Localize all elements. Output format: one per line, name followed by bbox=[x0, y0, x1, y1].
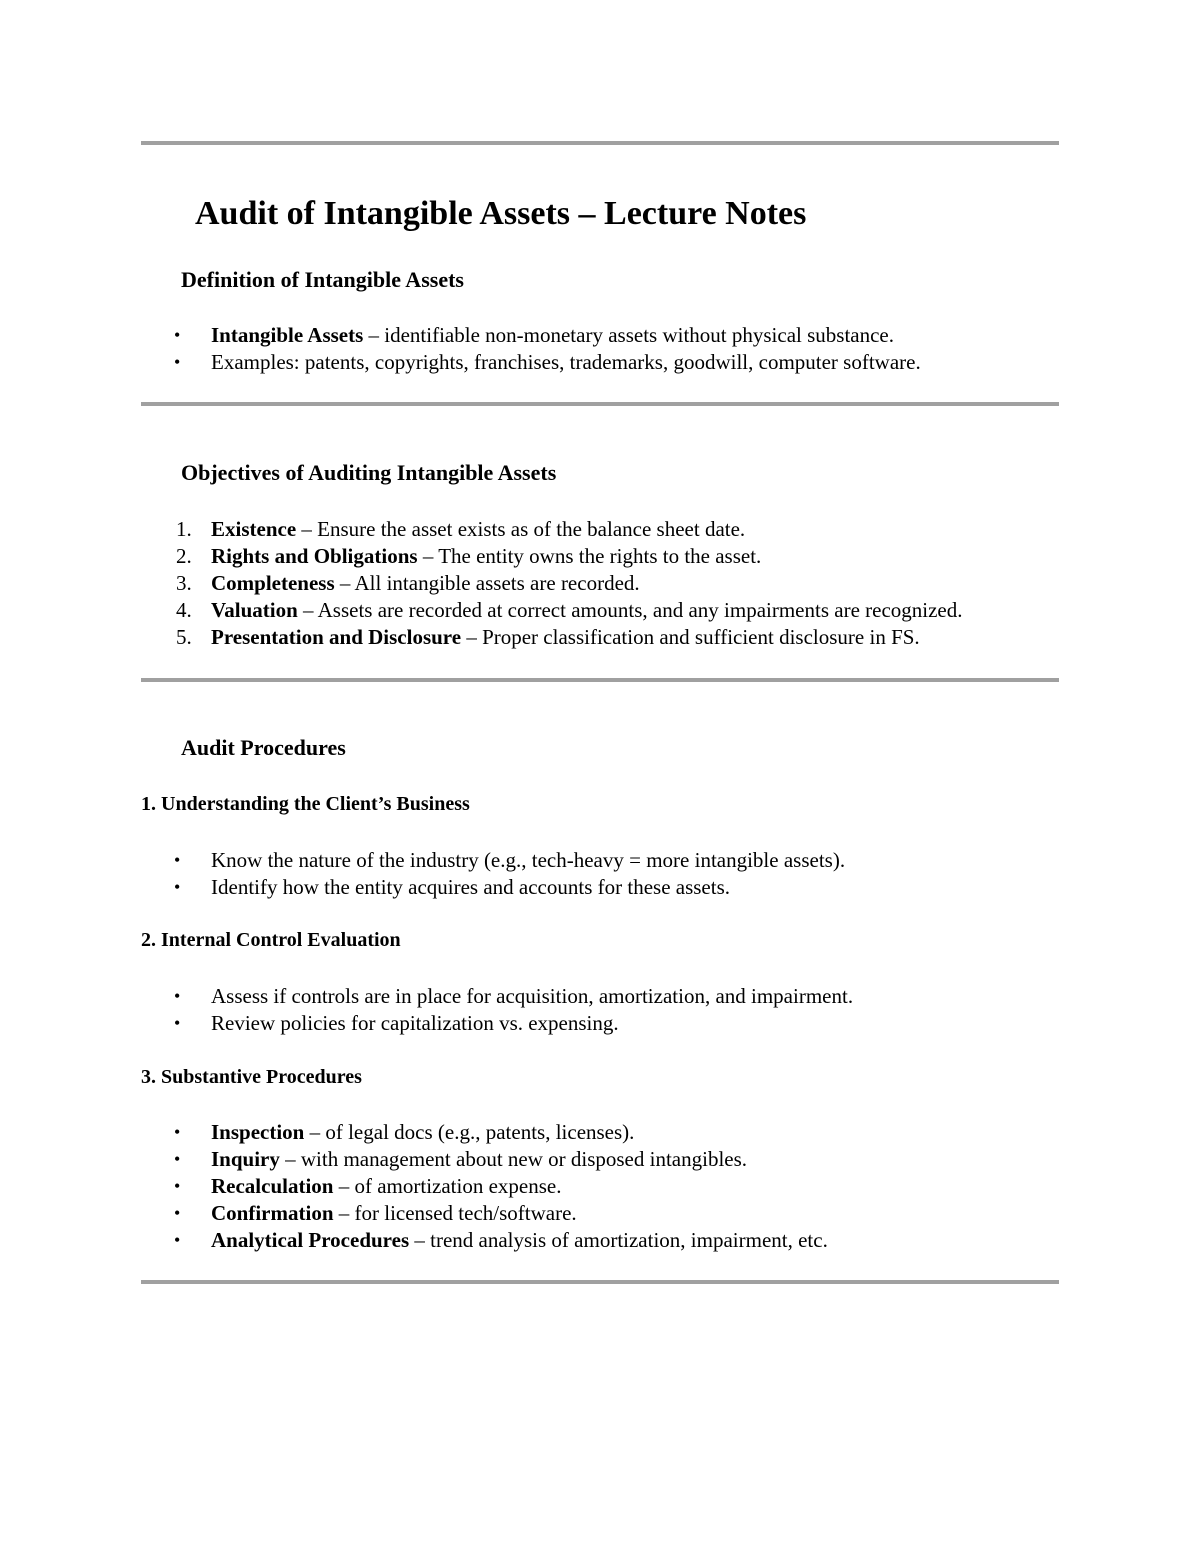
internal-control-list bbox=[0, 983, 853, 1037]
page-title: Audit of Intangible Assets – Lecture Notes bbox=[195, 195, 807, 232]
bullet-icon: • bbox=[174, 1230, 181, 1250]
definition-heading: Definition of Intangible Assets bbox=[181, 267, 464, 292]
list-item-text: Examples: patents, copyrights, franchises, trademarks, goodwill, computer software. bbox=[211, 350, 921, 374]
list-item bbox=[0, 516, 963, 543]
substantive-list bbox=[0, 1119, 828, 1254]
list-item-text: Assess if controls are in place for acquisition, amortization, and impairment. bbox=[211, 984, 854, 1008]
list-item bbox=[0, 1227, 828, 1254]
list-item-text: Review policies for capitalization vs. expensing. bbox=[211, 1011, 619, 1035]
list-item-text: – The entity owns the rights to the asset. bbox=[417, 544, 762, 568]
understanding-list bbox=[0, 847, 845, 901]
list-item-term: Inquiry bbox=[211, 1147, 280, 1171]
list-item-text: Identify how the entity acquires and accounts for these assets. bbox=[211, 875, 731, 899]
bullet-icon: • bbox=[174, 986, 181, 1006]
list-item-text: – All intangible assets are recorded. bbox=[334, 571, 640, 595]
bullet-icon: • bbox=[174, 1013, 181, 1033]
list-item-term: Existence bbox=[211, 517, 297, 541]
bullet-icon: • bbox=[174, 1203, 181, 1223]
list-item-term: Completeness bbox=[211, 571, 335, 595]
procedures-heading: Audit Procedures bbox=[181, 735, 346, 760]
horizontal-rule bbox=[141, 141, 1059, 145]
horizontal-rule bbox=[141, 678, 1059, 682]
list-item-text: – for licensed tech/software. bbox=[333, 1201, 577, 1225]
list-item bbox=[0, 349, 921, 376]
list-item bbox=[0, 543, 963, 570]
list-item-text: – of legal docs (e.g., patents, licenses). bbox=[304, 1120, 635, 1144]
bullet-icon: • bbox=[174, 1176, 181, 1196]
list-item-term: Analytical Procedures bbox=[211, 1228, 410, 1252]
list-item-text: – identifiable non-monetary assets without physical substance. bbox=[363, 323, 894, 347]
list-item bbox=[0, 624, 963, 651]
bullet-icon: • bbox=[174, 1122, 181, 1142]
list-item-number: 4. bbox=[176, 598, 192, 622]
bullet-icon: • bbox=[174, 1149, 181, 1169]
list-item-term: Recalculation bbox=[211, 1174, 334, 1198]
internal-control-heading: 2. Internal Control Evaluation bbox=[141, 929, 401, 951]
list-item-text: – of amortization expense. bbox=[333, 1174, 562, 1198]
list-item-term: Valuation bbox=[211, 598, 298, 622]
list-item-text: – Proper classification and sufficient disclosure in FS. bbox=[461, 625, 920, 649]
horizontal-rule bbox=[141, 402, 1059, 406]
list-item bbox=[0, 874, 845, 901]
list-item-term: Confirmation bbox=[211, 1201, 334, 1225]
objectives-heading: Objectives of Auditing Intangible Assets bbox=[181, 460, 557, 485]
bullet-icon: • bbox=[174, 850, 181, 870]
list-item-number: 1. bbox=[176, 517, 192, 541]
definition-list bbox=[0, 322, 921, 376]
list-item bbox=[0, 1173, 828, 1200]
list-item bbox=[0, 322, 921, 349]
list-item-text: Know the nature of the industry (e.g., tech-heavy = more intangible assets). bbox=[211, 848, 846, 872]
bullet-icon: • bbox=[174, 325, 181, 345]
list-item bbox=[0, 983, 853, 1010]
list-item bbox=[0, 1010, 853, 1037]
understanding-heading: 1. Understanding the Client’s Business bbox=[141, 793, 470, 815]
list-item-text: – with management about new or disposed intangibles. bbox=[279, 1147, 748, 1171]
substantive-heading: 3. Substantive Procedures bbox=[141, 1066, 362, 1088]
list-item-number: 3. bbox=[176, 571, 192, 595]
list-item-text: – Ensure the asset exists as of the balance sheet date. bbox=[296, 517, 746, 541]
list-item bbox=[0, 847, 845, 874]
bullet-icon: • bbox=[174, 352, 181, 372]
horizontal-rule bbox=[141, 1280, 1059, 1284]
list-item bbox=[0, 1146, 828, 1173]
list-item-term: Rights and Obligations bbox=[211, 544, 418, 568]
list-item-text: – trend analysis of amortization, impairment, etc. bbox=[409, 1228, 828, 1252]
list-item-number: 5. bbox=[176, 625, 192, 649]
list-item bbox=[0, 570, 963, 597]
bullet-icon: • bbox=[174, 877, 181, 897]
list-item bbox=[0, 1200, 828, 1227]
list-item-term: Inspection bbox=[211, 1120, 305, 1144]
objectives-list bbox=[0, 516, 963, 651]
list-item bbox=[0, 1119, 828, 1146]
list-item-term: Presentation and Disclosure bbox=[211, 625, 462, 649]
list-item-term: Intangible Assets bbox=[211, 323, 364, 347]
list-item-number: 2. bbox=[176, 544, 192, 568]
list-item-text: – Assets are recorded at correct amounts, and any impairments are recognized. bbox=[297, 598, 963, 622]
list-item bbox=[0, 597, 963, 624]
